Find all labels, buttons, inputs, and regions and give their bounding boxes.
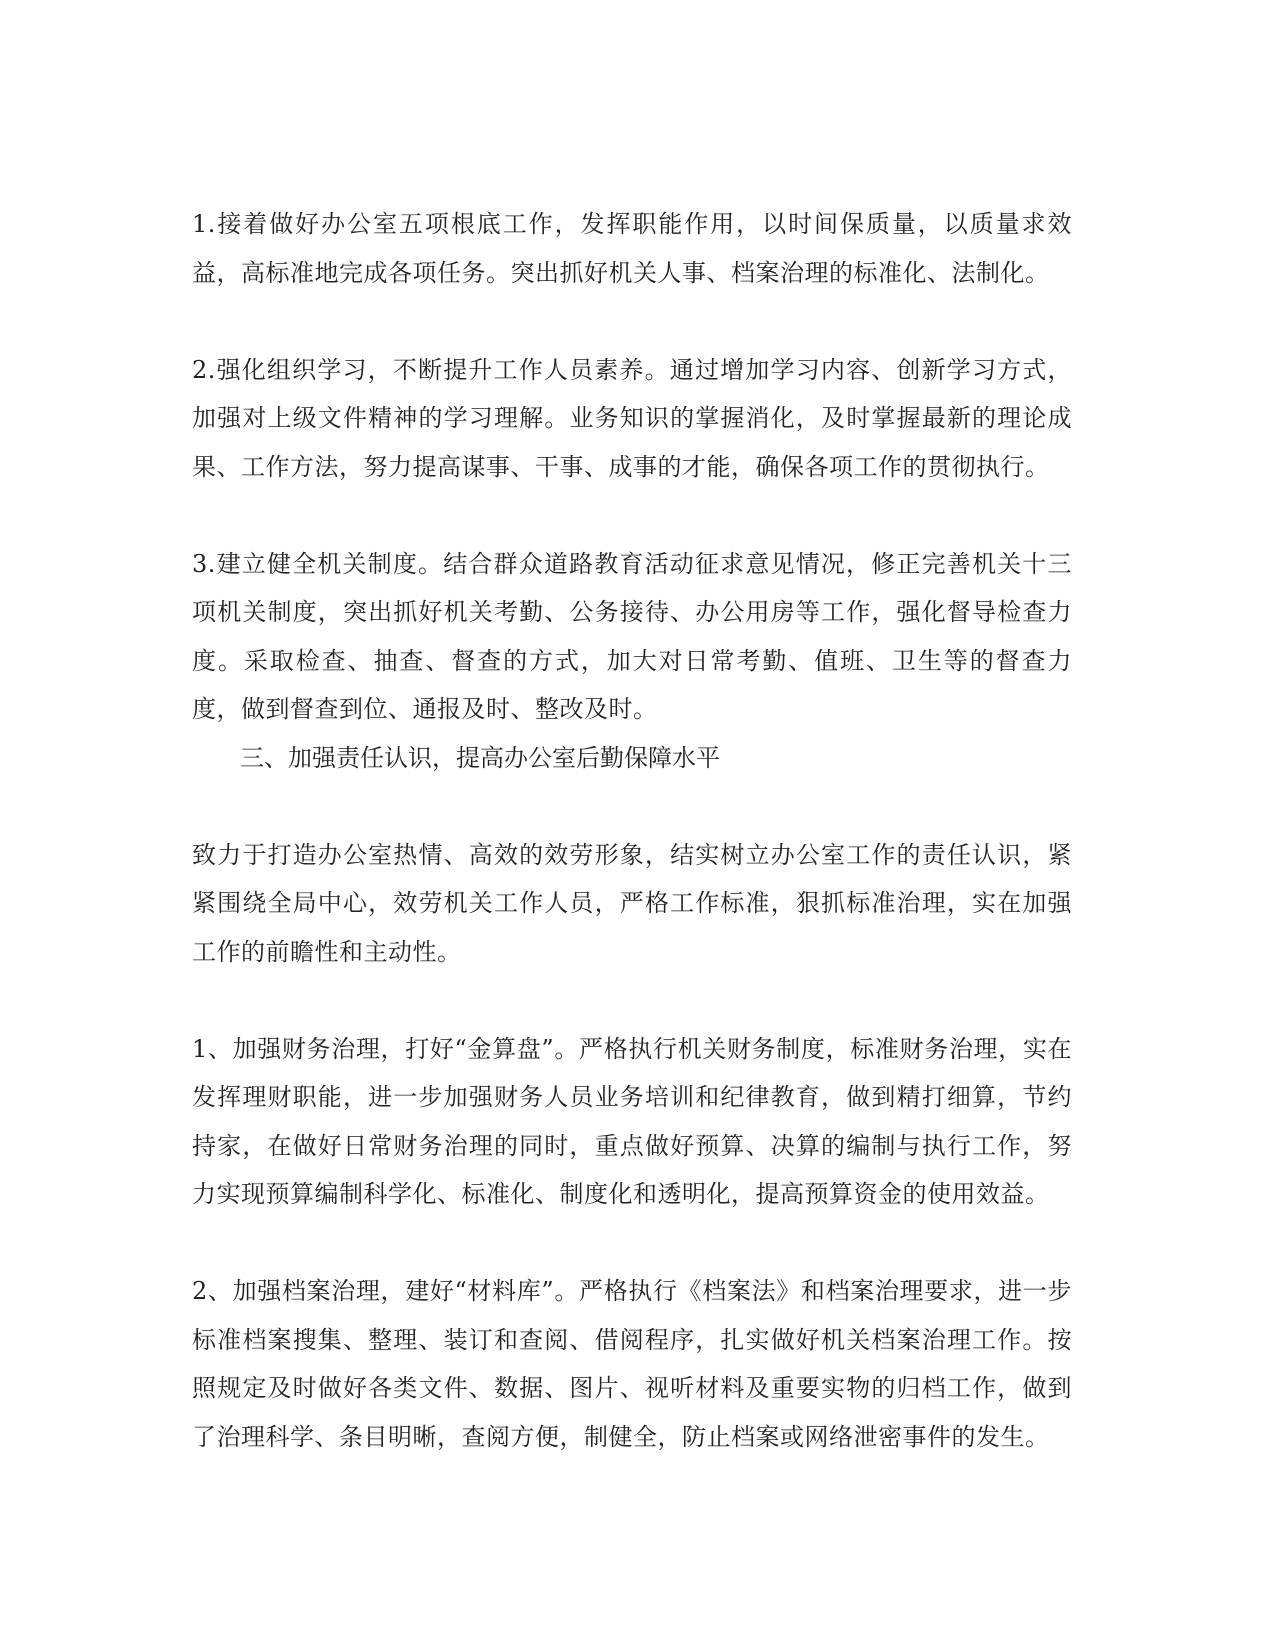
paragraph-gap — [192, 297, 1072, 346]
paragraph-gap — [192, 491, 1072, 540]
paragraph-1: 1.接着做好办公室五项根底工作，发挥职能作用，以时间保质量，以质量求效益，高标准地完成各项任务。突出抓好机关人事、档案治理的标准化、法制化。 — [192, 210, 1072, 287]
document-body — [192, 200, 1072, 1461]
paragraph-6: 2、加强档案治理，建好“材料库”。严格执行《档案法》和档案治理要求，进一步标准档案搜集、整理、装订和查阅、借阅程序，扎实做好机关档案治理工作。按照规定及时做好各类文件、数据、图片、视听材料及重要实物的归档工作，做到了治理科学、条目明晰，查阅方便，制健全，防止档案或网络泄密事件的发生。 — [192, 1277, 1072, 1451]
paragraph-3: 3.建立健全机关制度。结合群众道路教育活动征求意见情况，修正完善机关十三项机关制度，突出抓好机关考勤、公务接待、办公用房等工作，强化督导检查力度。采取检查、抽查、督查的方式，加大对日常考勤、值班、卫生等的督查力度，做到督查到位、通报及时、整改及时。 — [192, 549, 1072, 723]
paragraph-gap — [192, 976, 1072, 1025]
section-heading-3: 三、加强责任认识，提高办公室后勤保障水平 — [240, 743, 720, 772]
paragraph-gap — [192, 782, 1072, 831]
paragraph-5: 1、加强财务治理，打好“金算盘”。严格执行机关财务制度，标准财务治理，实在发挥理财职能，进一步加强财务人员业务培训和纪律教育，做到精打细算，节约持家，在做好日常财务治理的同时，重点做好预算、决算的编制与执行工作，努力实现预算编制科学化、标准化、制度化和透明化，提高预算资金的使用效益。 — [192, 1034, 1072, 1208]
paragraph-4: 致力于打造办公室热情、高效的效劳形象，结实树立办公室工作的责任认识，紧紧围绕全局中心，效劳机关工作人员，严格工作标准，狠抓标准治理，实在加强工作的前瞻性和主动性。 — [192, 840, 1072, 966]
paragraph-gap — [192, 1219, 1072, 1268]
paragraph-2: 2.强化组织学习，不断提升工作人员素养。通过增加学习内容、创新学习方式，加强对上级文件精神的学习理解。业务知识的掌握消化，及时掌握最新的理论成果、工作方法，努力提高谋事、干事、成事的才能，确保各项工作的贯彻执行。 — [192, 355, 1072, 481]
